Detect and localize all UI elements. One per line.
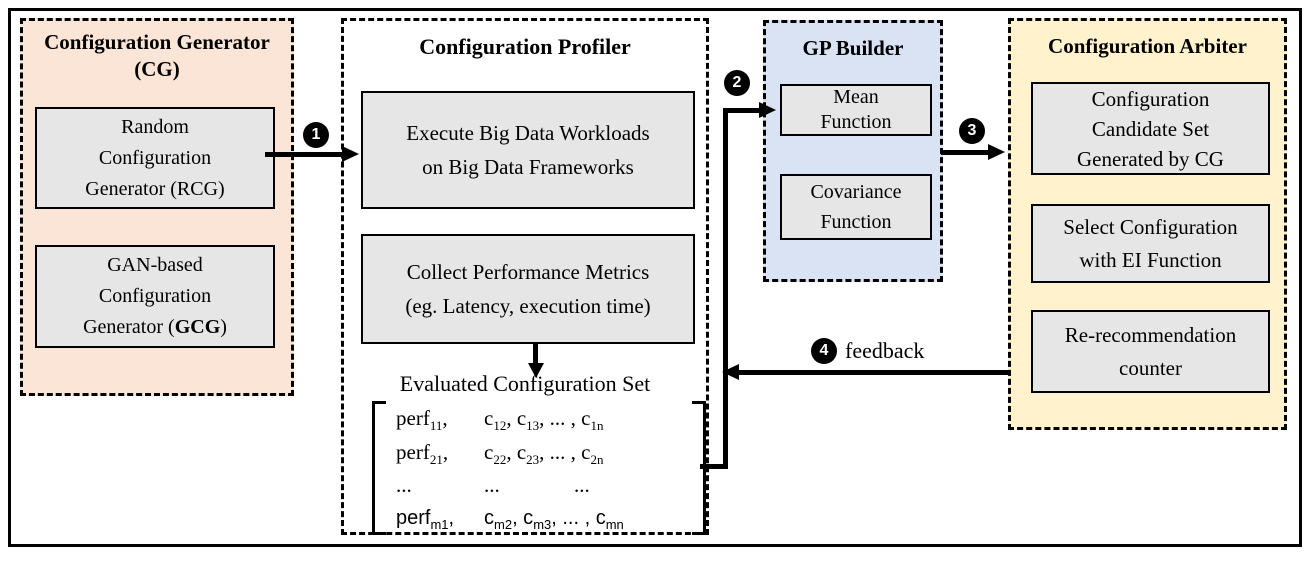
evaluated-set-label: Evaluated Configuration Set xyxy=(399,371,651,396)
step-3-badge: 3 xyxy=(959,118,985,144)
gcg-line: GAN-based xyxy=(107,254,203,276)
mean-line: Mean xyxy=(833,86,879,108)
execute-line: on Big Data Frameworks xyxy=(422,155,634,179)
candidate-line: Generated by CG xyxy=(1077,146,1224,171)
panel-gp-builder xyxy=(763,20,943,282)
collect-line: Collect Performance Metrics xyxy=(406,260,650,284)
counter-line: Re-recommendation xyxy=(1064,322,1237,347)
panel-configuration-generator xyxy=(20,18,294,396)
arrow-3-shaft xyxy=(941,150,990,155)
matrix-row: perf$_{m1}$, $c_{m2}$, $c_{m3}$, ... , $c_{mn}$ xyxy=(396,506,624,532)
counter-line: counter xyxy=(1119,355,1182,380)
evaluated-configuration-matrix xyxy=(372,401,706,535)
rcg-line: Random xyxy=(121,115,189,138)
arrow-2-head xyxy=(759,102,776,118)
gan-based-configuration-generator-box xyxy=(35,245,275,348)
candidate-set-box xyxy=(1031,82,1270,175)
arrow-4-shaft xyxy=(737,370,1008,375)
mean-line: Function xyxy=(820,111,892,133)
covariance-function-box xyxy=(780,174,932,240)
collect-to-evaluated-arrow xyxy=(533,344,538,364)
gcg-line: Configuration xyxy=(98,285,212,307)
step-4-badge: 4 xyxy=(811,338,837,364)
collect-line: (eg. Latency, execution time) xyxy=(405,294,651,318)
matrix-row: perf$_{11}$, $c_{12}$, $c_{13}$, ... , $c_{1n}$ xyxy=(396,406,604,434)
select-configuration-box xyxy=(1031,204,1270,283)
profiler-title: Configuration Profiler xyxy=(419,34,631,59)
covariance-line: Covariance xyxy=(810,181,902,203)
evaluated-matrix-rows xyxy=(396,402,686,534)
covariance-line: Function xyxy=(820,211,892,233)
arrow-4-head xyxy=(722,364,739,380)
feedback-label: feedback xyxy=(845,338,925,363)
arrow-2-vertical-segment xyxy=(723,108,728,469)
rcg-line: Generator (RCG) xyxy=(85,177,225,200)
panel-configuration-arbiter xyxy=(1008,18,1287,430)
gcg-line: Generator (GCG) xyxy=(83,316,227,338)
matrix-row: perf$_{21}$, $c_{22}$, $c_{23}$, ... , $c_{2n}$ xyxy=(396,439,604,467)
select-line: with EI Function xyxy=(1079,247,1222,272)
re-recommendation-counter-box xyxy=(1031,310,1270,393)
candidate-line: Configuration xyxy=(1091,86,1210,111)
rcg-line: Configuration xyxy=(98,146,212,169)
cg-title-line2: (CG) xyxy=(134,57,180,81)
gp-builder-title: GP Builder xyxy=(802,36,904,60)
arbiter-title: Configuration Arbiter xyxy=(1048,34,1247,58)
execute-line: Execute Big Data Workloads xyxy=(406,121,650,145)
matrix-bracket-left xyxy=(372,401,386,535)
cg-title-line1: Configuration Generator xyxy=(44,30,270,54)
execute-workloads-box xyxy=(361,91,695,209)
arrow-1-shaft xyxy=(265,152,344,157)
candidate-line: Candidate Set xyxy=(1091,116,1210,141)
mean-function-box xyxy=(780,84,932,136)
cg-title xyxy=(23,29,291,83)
step-2-badge: 2 xyxy=(724,70,750,96)
arrow-2-top-segment xyxy=(723,108,761,113)
collect-metrics-box xyxy=(361,234,695,344)
select-line: Select Configuration xyxy=(1063,214,1238,239)
matrix-row: ... ... ... xyxy=(396,473,590,498)
random-configuration-generator-box xyxy=(35,107,275,209)
panel-configuration-profiler xyxy=(341,18,709,535)
arrow-3-head xyxy=(988,144,1005,160)
step-1-badge: 1 xyxy=(303,122,329,148)
arrow-1-head xyxy=(342,146,359,162)
